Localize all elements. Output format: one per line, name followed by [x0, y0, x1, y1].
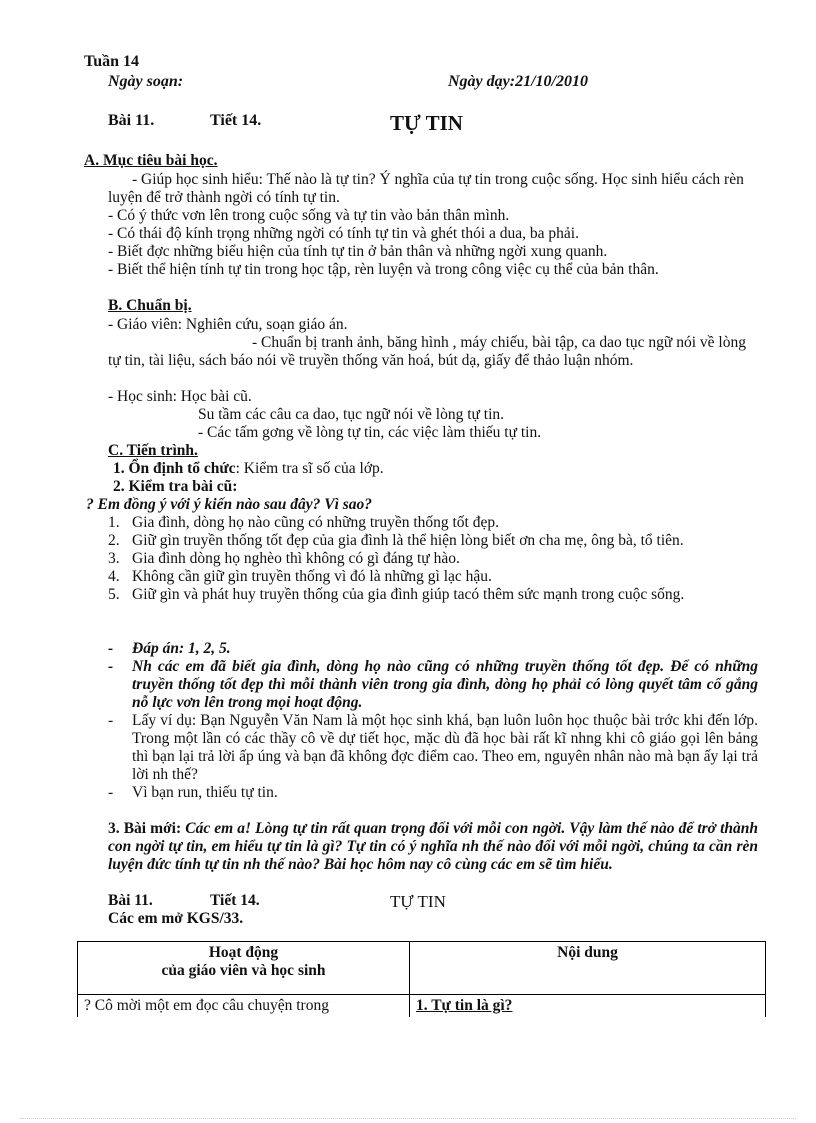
teacher-prep-2: - Chuẩn bị tranh ảnh, băng hình , máy chiếu, bài tập, ca dao tục ngữ nói về lòng tự tin, tài liệu, sách báo nói về truyền thống văn hoá, bút dạ, giấy để thảo luận nhóm. [108, 334, 746, 369]
objective-line: - Biết đợc những biểu hiện của tính tự tin ở bản thân và những ngời xung quanh. [108, 243, 608, 260]
objective-line: - Có ý thức vơn lên trong cuộc sống và tự tin vào bản thân mình. [108, 207, 510, 224]
header-content: Nội dung [410, 942, 766, 995]
objective-line: - Biết thể hiện tính tự tin trong học tập, rèn luyện và trong công việc cụ thể của bản thân. [108, 261, 659, 278]
option-item: 5. Giữ gìn và phát huy truyền thống của gia đình giúp tacó thêm sức mạnh trong cuộc sống. [108, 586, 685, 603]
period-number: Tiết 14. [210, 112, 262, 129]
bullet-item: - Đáp án: 1, 2, 5. [108, 640, 231, 657]
bullet-item: - Lấy ví dụ: Bạn Nguyễn Văn Nam là một học sinh khá, bạn luôn luôn học thuộc bài trớc khi đến lớp. Trong một lần có các thầy cô về dự tiết học, mặc dù đã học bài rất kĩ nhng khi cô giáo gọi lên bảng thì bạn lại trả lời ấp úng và bạn đã không đợc điểm cao. Theo em, nguyên nhân nào mà bạn ấy lại trả lời nh thế? [108, 712, 758, 783]
section-b-heading: B. Chuẩn bị. [108, 297, 192, 314]
step-2-label: 2. Kiểm tra bài cũ: [113, 478, 238, 495]
student-prep-3: - Các tấm gơng về lòng tự tin, các việc làm thiếu tự tin. [198, 424, 542, 441]
option-item: 3. Gia đình dòng họ nghèo thì không có gì đáng tự hào. [108, 550, 460, 567]
activity-cell: ? Cô mời một em đọc câu chuyện trong [78, 995, 410, 1018]
option-item: 2. Giữ gìn truyền thống tốt đẹp của gia đình là thể hiện lòng biết ơn cha mẹ, ông bà, tổ tiên. [108, 532, 684, 549]
step-3-label: 3. Bài mới: [108, 820, 182, 837]
step-3-text: Các em a! Lòng tự tin rất quan trọng đối với mỗi con ngời. Vậy làm thế nào để trở thành con ngời tự tin, em hiểu tự tin là gì? Tự tin có ý nghĩa nh thế nào đối với mỗi ngời, chúng ta cần rèn luyện đức tính tự tin nh thế nào? Bài học hôm nay cô cùng các em sẽ tìm hiểu. [108, 820, 758, 873]
section-c-heading: C. Tiến trình. [108, 442, 198, 459]
step-1-text: : Kiểm tra sĩ số của lớp. [235, 460, 384, 477]
page-title: TỰ TIN [390, 111, 463, 135]
teacher-prep-1: - Giáo viên: Nghiên cứu, soạn giáo án. [108, 316, 348, 333]
option-item: 1. Gia đình, dòng họ nào cũng có những truyền thống tốt đẹp. [108, 514, 499, 531]
step-1 [113, 460, 384, 478]
content-cell: 1. Tự tin là gì? [410, 995, 766, 1018]
objective-line: - Có thái độ kính trọng những ngời có tính tự tin và ghét thói a dua, ba phải. [108, 225, 579, 242]
student-prep-1: - Học sinh: Học bài cũ. [108, 388, 252, 405]
teach-date: Ngày dạy:21/10/2010 [448, 73, 588, 90]
bullet-item: - Vì bạn run, thiếu tự tin. [108, 784, 278, 801]
section-a-body [108, 171, 763, 279]
lesson-number-2: Bài 11. [108, 892, 153, 909]
step-1-label: 1. Ổn định tổ chức [113, 460, 236, 477]
lesson-number: Bài 11. [108, 112, 155, 129]
open-book-instruction: Các em mở KGS/33. [108, 910, 244, 927]
review-question: ? Em đồng ý với ý kiến nào sau đây? Vì sao? [86, 496, 373, 513]
answer-options [108, 514, 758, 604]
student-prep-2: Su tầm các câu ca dao, tục ngữ nói về lòng tự tin. [198, 406, 505, 423]
table-header-row [78, 942, 766, 995]
lesson-title-2: TỰ TIN [390, 892, 446, 911]
new-lesson-intro [108, 820, 758, 874]
header-activity: Hoạt động của giáo viên và học sinh [78, 942, 410, 995]
period-number-2: Tiết 14. [210, 892, 260, 909]
bullet-item: - Nh các em đã biết gia đình, dòng họ nào cũng có những truyền thống tốt đẹp. Để có những truyền thống tốt đẹp thì mỗi thành viên trong gia đình, dòng họ phải có lòng quyết tâm cố gắng nỗ lực vơn lên trong mọi hoạt động. [108, 658, 758, 711]
page-divider [20, 1118, 796, 1119]
option-item: 4. Không cần giữ gìn truyền thống vì đó là những gì lạc hậu. [108, 568, 492, 585]
section-a-heading: A. Mục tiêu bài học. [84, 152, 218, 169]
prep-date: Ngày soạn: [108, 73, 184, 90]
discussion-bullets [108, 640, 758, 802]
objective-line: - Giúp học sinh hiểu: Thế nào là tự tin? Ý nghĩa của tự tin trong cuộc sống. Học sinh hiểu cách rèn luyện để trở thành ngời có tính tự tin. [108, 171, 744, 206]
table-row [78, 995, 766, 1018]
lesson-plan-table [77, 941, 766, 1017]
week-label: Tuần 14 [84, 53, 139, 70]
